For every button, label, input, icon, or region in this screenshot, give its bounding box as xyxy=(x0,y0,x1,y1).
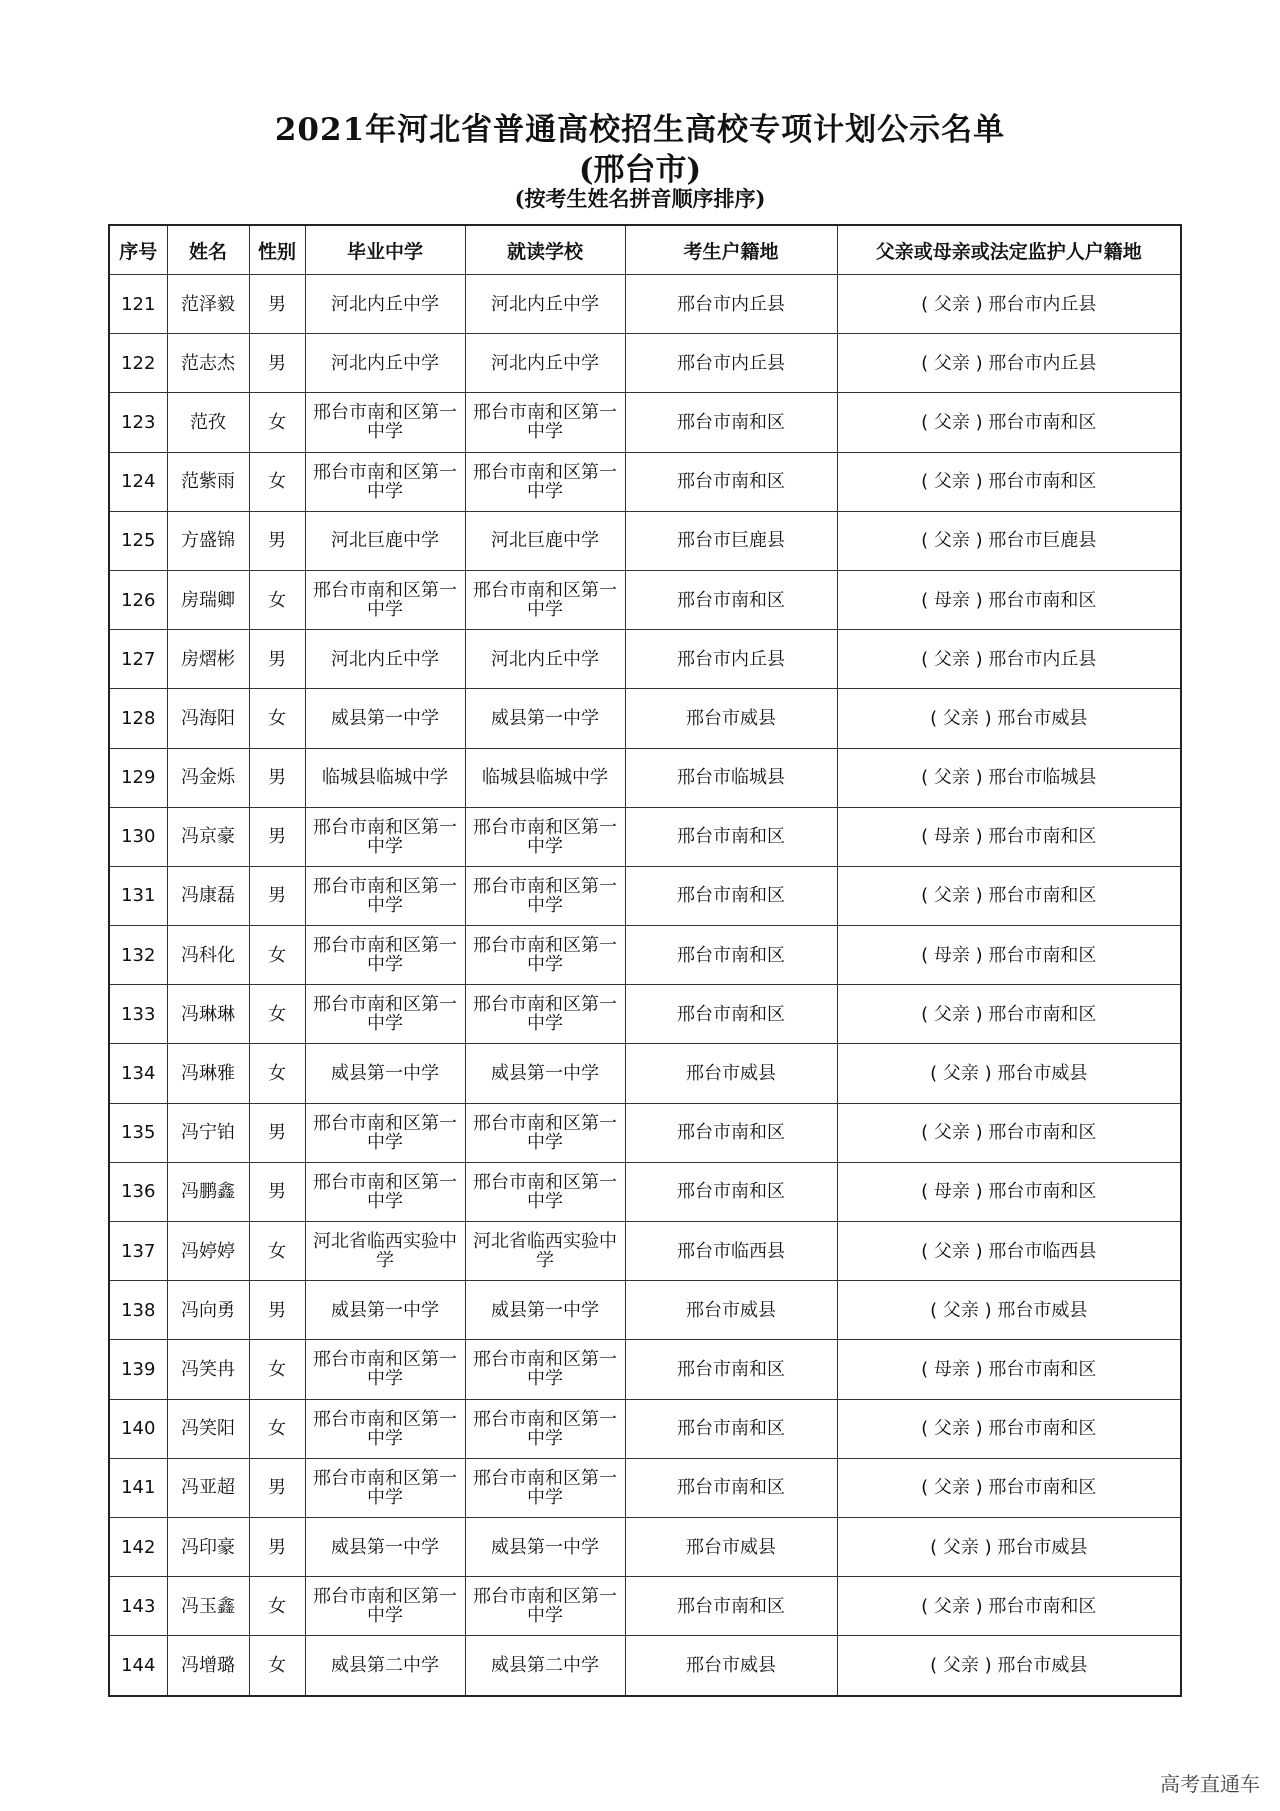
cell-name: 冯印豪 xyxy=(167,1517,249,1576)
cell-current-school: 邢台市南和区第一中学 xyxy=(465,985,625,1044)
cell-seq: 133 xyxy=(109,985,167,1044)
cell-name: 冯向勇 xyxy=(167,1281,249,1340)
cell-gender: 男 xyxy=(249,1517,305,1576)
cell-seq: 123 xyxy=(109,393,167,452)
cell-seq: 126 xyxy=(109,570,167,629)
cell-student-residence: 邢台市威县 xyxy=(625,689,837,748)
table-row xyxy=(109,1399,1181,1458)
cell-name: 冯海阳 xyxy=(167,689,249,748)
cell-current-school: 邢台市南和区第一中学 xyxy=(465,1340,625,1399)
cell-student-residence: 邢台市南和区 xyxy=(625,1577,837,1636)
cell-current-school: 邢台市南和区第一中学 xyxy=(465,926,625,985)
cell-guardian-residence: ( 母亲 ) 邢台市南和区 xyxy=(837,1162,1181,1221)
cell-student-residence: 邢台市南和区 xyxy=(625,866,837,925)
cell-student-residence: 邢台市巨鹿县 xyxy=(625,511,837,570)
cell-graduation-school: 河北内丘中学 xyxy=(305,334,465,393)
table-row xyxy=(109,1103,1181,1162)
cell-student-residence: 邢台市南和区 xyxy=(625,1103,837,1162)
cell-current-school: 邢台市南和区第一中学 xyxy=(465,452,625,511)
cell-graduation-school: 威县第一中学 xyxy=(305,689,465,748)
header-graduation-school: 毕业中学 xyxy=(305,225,465,275)
cell-gender: 女 xyxy=(249,452,305,511)
cell-graduation-school: 邢台市南和区第一中学 xyxy=(305,1103,465,1162)
cell-name: 冯科化 xyxy=(167,926,249,985)
table-row xyxy=(109,393,1181,452)
cell-gender: 男 xyxy=(249,807,305,866)
cell-name: 冯金烁 xyxy=(167,748,249,807)
cell-graduation-school: 邢台市南和区第一中学 xyxy=(305,570,465,629)
table-row xyxy=(109,511,1181,570)
cell-guardian-residence: ( 父亲 ) 邢台市巨鹿县 xyxy=(837,511,1181,570)
cell-current-school: 河北内丘中学 xyxy=(465,334,625,393)
cell-seq: 131 xyxy=(109,866,167,925)
cell-guardian-residence: ( 父亲 ) 邢台市内丘县 xyxy=(837,275,1181,334)
cell-student-residence: 邢台市南和区 xyxy=(625,452,837,511)
table-row xyxy=(109,689,1181,748)
cell-graduation-school: 河北内丘中学 xyxy=(305,275,465,334)
cell-guardian-residence: ( 母亲 ) 邢台市南和区 xyxy=(837,1340,1181,1399)
cell-seq: 121 xyxy=(109,275,167,334)
cell-guardian-residence: ( 父亲 ) 邢台市内丘县 xyxy=(837,334,1181,393)
cell-student-residence: 邢台市南和区 xyxy=(625,393,837,452)
cell-seq: 124 xyxy=(109,452,167,511)
cell-name: 冯亚超 xyxy=(167,1458,249,1517)
cell-current-school: 威县第二中学 xyxy=(465,1636,625,1696)
cell-name: 冯笑冉 xyxy=(167,1340,249,1399)
cell-student-residence: 邢台市南和区 xyxy=(625,1340,837,1399)
cell-graduation-school: 河北省临西实验中学 xyxy=(305,1222,465,1281)
table-row xyxy=(109,1636,1181,1696)
cell-guardian-residence: ( 父亲 ) 邢台市威县 xyxy=(837,1044,1181,1103)
cell-gender: 女 xyxy=(249,1399,305,1458)
cell-current-school: 邢台市南和区第一中学 xyxy=(465,1399,625,1458)
cell-guardian-residence: ( 父亲 ) 邢台市内丘县 xyxy=(837,630,1181,689)
cell-guardian-residence: ( 父亲 ) 邢台市威县 xyxy=(837,1281,1181,1340)
cell-gender: 男 xyxy=(249,1281,305,1340)
cell-graduation-school: 临城县临城中学 xyxy=(305,748,465,807)
cell-guardian-residence: ( 父亲 ) 邢台市临城县 xyxy=(837,748,1181,807)
cell-guardian-residence: ( 父亲 ) 邢台市南和区 xyxy=(837,452,1181,511)
cell-student-residence: 邢台市临西县 xyxy=(625,1222,837,1281)
cell-name: 冯康磊 xyxy=(167,866,249,925)
cell-graduation-school: 邢台市南和区第一中学 xyxy=(305,985,465,1044)
cell-gender: 女 xyxy=(249,1222,305,1281)
cell-name: 冯宁铂 xyxy=(167,1103,249,1162)
cell-student-residence: 邢台市南和区 xyxy=(625,1458,837,1517)
cell-current-school: 临城县临城中学 xyxy=(465,748,625,807)
cell-name: 冯婷婷 xyxy=(167,1222,249,1281)
cell-student-residence: 邢台市内丘县 xyxy=(625,334,837,393)
cell-guardian-residence: ( 父亲 ) 邢台市威县 xyxy=(837,1517,1181,1576)
cell-seq: 143 xyxy=(109,1577,167,1636)
cell-graduation-school: 威县第一中学 xyxy=(305,1281,465,1340)
cell-seq: 137 xyxy=(109,1222,167,1281)
table-row xyxy=(109,1577,1181,1636)
table-row xyxy=(109,807,1181,866)
sort-note: (按考生姓名拼音顺序排序) xyxy=(514,186,766,211)
cell-student-residence: 邢台市威县 xyxy=(625,1517,837,1576)
cell-student-residence: 邢台市南和区 xyxy=(625,807,837,866)
cell-current-school: 邢台市南和区第一中学 xyxy=(465,1577,625,1636)
cell-current-school: 威县第一中学 xyxy=(465,1044,625,1103)
table-row xyxy=(109,1340,1181,1399)
table-row xyxy=(109,1044,1181,1103)
cell-student-residence: 邢台市内丘县 xyxy=(625,275,837,334)
cell-current-school: 邢台市南和区第一中学 xyxy=(465,1458,625,1517)
cell-graduation-school: 邢台市南和区第一中学 xyxy=(305,393,465,452)
cell-gender: 女 xyxy=(249,1577,305,1636)
cell-student-residence: 邢台市威县 xyxy=(625,1636,837,1696)
cell-current-school: 邢台市南和区第一中学 xyxy=(465,1162,625,1221)
table-row xyxy=(109,570,1181,629)
cell-seq: 138 xyxy=(109,1281,167,1340)
cell-current-school: 邢台市南和区第一中学 xyxy=(465,807,625,866)
cell-current-school: 威县第一中学 xyxy=(465,1517,625,1576)
cell-graduation-school: 河北巨鹿中学 xyxy=(305,511,465,570)
cell-student-residence: 邢台市南和区 xyxy=(625,926,837,985)
cell-guardian-residence: ( 父亲 ) 邢台市南和区 xyxy=(837,1399,1181,1458)
table-row xyxy=(109,985,1181,1044)
cell-current-school: 河北巨鹿中学 xyxy=(465,511,625,570)
cell-name: 房瑞卿 xyxy=(167,570,249,629)
cell-graduation-school: 邢台市南和区第一中学 xyxy=(305,1162,465,1221)
cell-gender: 男 xyxy=(249,866,305,925)
cell-seq: 141 xyxy=(109,1458,167,1517)
cell-name: 范泽毅 xyxy=(167,275,249,334)
cell-gender: 男 xyxy=(249,748,305,807)
cell-student-residence: 邢台市威县 xyxy=(625,1281,837,1340)
cell-guardian-residence: ( 父亲 ) 邢台市南和区 xyxy=(837,985,1181,1044)
cell-gender: 男 xyxy=(249,275,305,334)
cell-gender: 女 xyxy=(249,689,305,748)
cell-current-school: 邢台市南和区第一中学 xyxy=(465,570,625,629)
table-row xyxy=(109,1281,1181,1340)
cell-gender: 女 xyxy=(249,926,305,985)
cell-graduation-school: 邢台市南和区第一中学 xyxy=(305,1577,465,1636)
table-row xyxy=(109,1458,1181,1517)
cell-seq: 136 xyxy=(109,1162,167,1221)
table-row xyxy=(109,275,1181,334)
document-subtitle: (邢台市) xyxy=(578,152,702,188)
cell-graduation-school: 邢台市南和区第一中学 xyxy=(305,1458,465,1517)
cell-seq: 128 xyxy=(109,689,167,748)
cell-student-residence: 邢台市南和区 xyxy=(625,1162,837,1221)
cell-gender: 男 xyxy=(249,1162,305,1221)
cell-gender: 男 xyxy=(249,630,305,689)
cell-guardian-residence: ( 父亲 ) 邢台市南和区 xyxy=(837,1458,1181,1517)
cell-name: 范紫雨 xyxy=(167,452,249,511)
cell-name: 范志杰 xyxy=(167,334,249,393)
table-row xyxy=(109,1222,1181,1281)
cell-guardian-residence: ( 父亲 ) 邢台市南和区 xyxy=(837,1103,1181,1162)
cell-graduation-school: 邢台市南和区第一中学 xyxy=(305,1340,465,1399)
cell-seq: 130 xyxy=(109,807,167,866)
cell-student-residence: 邢台市南和区 xyxy=(625,1399,837,1458)
cell-graduation-school: 邢台市南和区第一中学 xyxy=(305,866,465,925)
cell-gender: 女 xyxy=(249,985,305,1044)
cell-seq: 122 xyxy=(109,334,167,393)
table-row xyxy=(109,452,1181,511)
cell-gender: 女 xyxy=(249,393,305,452)
cell-name: 冯笑阳 xyxy=(167,1399,249,1458)
cell-graduation-school: 河北内丘中学 xyxy=(305,630,465,689)
cell-name: 冯琳雅 xyxy=(167,1044,249,1103)
cell-gender: 男 xyxy=(249,334,305,393)
cell-name: 冯京豪 xyxy=(167,807,249,866)
cell-student-residence: 邢台市威县 xyxy=(625,1044,837,1103)
cell-seq: 127 xyxy=(109,630,167,689)
cell-seq: 129 xyxy=(109,748,167,807)
cell-student-residence: 邢台市南和区 xyxy=(625,985,837,1044)
header-row xyxy=(109,225,1181,275)
cell-current-school: 河北内丘中学 xyxy=(465,630,625,689)
document-title: 2021年河北省普通高校招生高校专项计划公示名单 xyxy=(274,112,1006,148)
cell-seq: 144 xyxy=(109,1636,167,1696)
cell-gender: 女 xyxy=(249,570,305,629)
cell-guardian-residence: ( 母亲 ) 邢台市南和区 xyxy=(837,807,1181,866)
cell-current-school: 邢台市南和区第一中学 xyxy=(465,1103,625,1162)
cell-current-school: 邢台市南和区第一中学 xyxy=(465,866,625,925)
cell-student-residence: 邢台市内丘县 xyxy=(625,630,837,689)
cell-gender: 女 xyxy=(249,1636,305,1696)
header-current-school: 就读学校 xyxy=(465,225,625,275)
table-row xyxy=(109,926,1181,985)
table-row xyxy=(109,866,1181,925)
header-seq: 序号 xyxy=(109,225,167,275)
cell-name: 房熠彬 xyxy=(167,630,249,689)
cell-name: 冯增璐 xyxy=(167,1636,249,1696)
cell-gender: 女 xyxy=(249,1340,305,1399)
cell-graduation-school: 邢台市南和区第一中学 xyxy=(305,807,465,866)
cell-seq: 135 xyxy=(109,1103,167,1162)
cell-name: 冯琳琳 xyxy=(167,985,249,1044)
table-row xyxy=(109,748,1181,807)
roster-table xyxy=(108,224,1182,1697)
cell-guardian-residence: ( 父亲 ) 邢台市威县 xyxy=(837,1636,1181,1696)
table-row xyxy=(109,1162,1181,1221)
cell-current-school: 邢台市南和区第一中学 xyxy=(465,393,625,452)
cell-seq: 140 xyxy=(109,1399,167,1458)
cell-current-school: 河北内丘中学 xyxy=(465,275,625,334)
cell-graduation-school: 威县第一中学 xyxy=(305,1044,465,1103)
header-guardian-residence: 父亲或母亲或法定监护人户籍地 xyxy=(837,225,1181,275)
table-row xyxy=(109,630,1181,689)
cell-guardian-residence: ( 母亲 ) 邢台市南和区 xyxy=(837,926,1181,985)
cell-name: 冯玉鑫 xyxy=(167,1577,249,1636)
cell-guardian-residence: ( 父亲 ) 邢台市南和区 xyxy=(837,393,1181,452)
table-row xyxy=(109,1517,1181,1576)
header-gender: 性别 xyxy=(249,225,305,275)
cell-guardian-residence: ( 父亲 ) 邢台市南和区 xyxy=(837,1577,1181,1636)
cell-gender: 男 xyxy=(249,1103,305,1162)
cell-gender: 男 xyxy=(249,511,305,570)
cell-name: 冯鹏鑫 xyxy=(167,1162,249,1221)
cell-seq: 132 xyxy=(109,926,167,985)
cell-guardian-residence: ( 父亲 ) 邢台市临西县 xyxy=(837,1222,1181,1281)
cell-graduation-school: 邢台市南和区第一中学 xyxy=(305,452,465,511)
cell-name: 方盛锦 xyxy=(167,511,249,570)
header-student-residence: 考生户籍地 xyxy=(625,225,837,275)
cell-graduation-school: 威县第一中学 xyxy=(305,1517,465,1576)
cell-student-residence: 邢台市南和区 xyxy=(625,570,837,629)
cell-graduation-school: 邢台市南和区第一中学 xyxy=(305,926,465,985)
cell-gender: 女 xyxy=(249,1044,305,1103)
cell-current-school: 威县第一中学 xyxy=(465,1281,625,1340)
cell-guardian-residence: ( 父亲 ) 邢台市威县 xyxy=(837,689,1181,748)
cell-seq: 134 xyxy=(109,1044,167,1103)
header-name: 姓名 xyxy=(167,225,249,275)
watermark: 高考直通车 xyxy=(1160,1772,1260,1796)
cell-student-residence: 邢台市临城县 xyxy=(625,748,837,807)
cell-guardian-residence: ( 父亲 ) 邢台市南和区 xyxy=(837,866,1181,925)
table-row xyxy=(109,334,1181,393)
cell-name: 范孜 xyxy=(167,393,249,452)
cell-seq: 139 xyxy=(109,1340,167,1399)
cell-seq: 125 xyxy=(109,511,167,570)
cell-current-school: 威县第一中学 xyxy=(465,689,625,748)
cell-seq: 142 xyxy=(109,1517,167,1576)
cell-guardian-residence: ( 母亲 ) 邢台市南和区 xyxy=(837,570,1181,629)
cell-graduation-school: 威县第二中学 xyxy=(305,1636,465,1696)
cell-graduation-school: 邢台市南和区第一中学 xyxy=(305,1399,465,1458)
cell-current-school: 河北省临西实验中学 xyxy=(465,1222,625,1281)
cell-gender: 男 xyxy=(249,1458,305,1517)
